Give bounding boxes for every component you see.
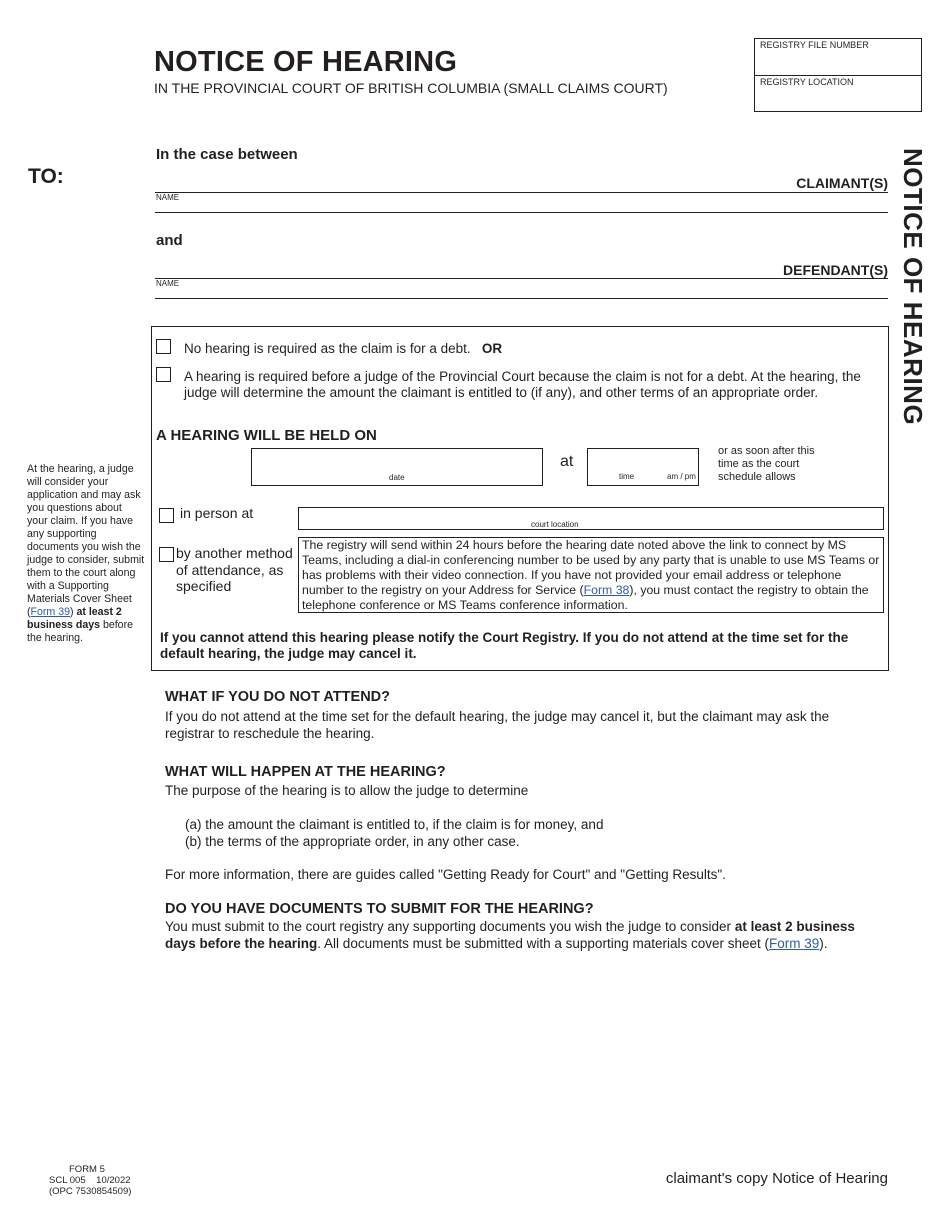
side-note-text: At the hearing, a judge will consider your application and may ask you questions about your claim. If you have any supporting documents you wish the judge to consider, submit them to the court along with a Supporting Materials Cover Sheet ( xyxy=(27,463,145,618)
no-hearing-checkbox[interactable] xyxy=(156,339,171,354)
in-person-checkbox[interactable] xyxy=(159,508,174,523)
no-hearing-option xyxy=(184,341,502,357)
documents-heading: DO YOU HAVE DOCUMENTS TO SUBMIT FOR THE HEARING? xyxy=(165,901,594,917)
item-a: (a) the amount the claimant is entitled to, if the claim is for money, and xyxy=(185,817,604,832)
to-label: TO: xyxy=(28,165,64,188)
another-method-checkbox[interactable] xyxy=(159,547,174,562)
defendant-label: DEFENDANT(S) xyxy=(783,262,888,278)
hearing-required-text: A hearing is required before a judge of the Provincial Court because the claim is not for a debt. At the hearing, the judge will determine the amount the claimant is entitled to (if any), and other terms of an appropriate order. xyxy=(184,369,861,400)
or-label: OR xyxy=(481,341,503,356)
hearing-required-checkbox[interactable] xyxy=(156,367,171,382)
defendant-name-field[interactable] xyxy=(155,280,888,298)
more-info: For more information, there are guides called "Getting Ready for Court" and "Getting Results". xyxy=(165,867,726,882)
form39-link[interactable]: Form 39 xyxy=(30,606,70,618)
item-b: (b) the terms of the appropriate order, in any other case. xyxy=(185,834,520,849)
case-between-label: In the case between xyxy=(156,146,298,163)
registry-file-number-field[interactable] xyxy=(755,39,921,76)
in-person-label: in person at xyxy=(180,505,254,521)
registry-box xyxy=(754,38,922,112)
registry-file-number-label: REGISTRY FILE NUMBER xyxy=(760,40,869,50)
time-label: time xyxy=(619,472,635,481)
and-label: and xyxy=(156,232,183,249)
ampm-label: am / pm xyxy=(667,472,696,481)
cannot-attend-notice: If you cannot attend this hearing please notify the Court Registry. If you do not attend at the time set for the default hearing, the judge may cancel it. xyxy=(160,630,849,661)
registry-instructions xyxy=(298,537,884,613)
happen-heading: WHAT WILL HAPPEN AT THE HEARING? xyxy=(165,764,446,780)
no-hearing-text: No hearing is required as the claim is for a debt. xyxy=(184,341,471,356)
defendant-name-line xyxy=(155,298,888,299)
side-note-bold: at least 2 business days xyxy=(27,606,122,631)
claimant-name-label: NAME xyxy=(156,193,180,202)
registry-location-field[interactable] xyxy=(755,76,921,111)
at-label: at xyxy=(560,453,574,470)
side-note xyxy=(27,463,145,645)
defendant-name-label: NAME xyxy=(156,279,180,288)
form-footer xyxy=(49,1164,131,1197)
documents-bold: at least 2 business days before the hearing xyxy=(165,919,855,951)
claimant-name-field[interactable] xyxy=(155,194,888,212)
claimant-label: CLAIMANT(S) xyxy=(796,175,888,191)
form39-link-2[interactable]: Form 39 xyxy=(769,936,820,951)
as-soon-text: or as soon after this time as the court schedule allows xyxy=(718,445,815,483)
claimant-name-line xyxy=(155,212,888,213)
form-opc: (OPC 7530854509) xyxy=(49,1186,132,1197)
not-attend-text: If you do not attend at the time set for the default hearing, the judge may cancel it, but the claimant may ask the registrar to reschedule the hearing. xyxy=(165,709,830,741)
registry-text: The registry will send within 24 hours before the hearing date noted above the link to connect by MS Teams, including a dial-in conferencing number to be used by any party that is unable to use MS Teams or has problems with their video connection. If you have not provided your email address or telephone number to the registry on your Address for Service ( xyxy=(302,538,880,597)
side-note-text-3: before the hearing. xyxy=(27,619,133,644)
registry-text-2: ), you must contact the registry to obtain the telephone conference or MS Teams conference information. xyxy=(302,583,869,612)
form38-link[interactable]: Form 38 xyxy=(583,583,630,597)
page-subtitle: IN THE PROVINCIAL COURT OF BRITISH COLUMBIA (SMALL CLAIMS COURT) xyxy=(154,80,668,96)
documents-text xyxy=(165,918,885,952)
registry-location-label: REGISTRY LOCATION xyxy=(760,77,854,87)
claimant-line xyxy=(155,192,888,193)
side-title: NOTICE OF HEARING xyxy=(898,148,928,426)
hearing-held-heading: A HEARING WILL BE HELD ON xyxy=(156,427,377,444)
time-field[interactable] xyxy=(587,448,699,486)
documents-text-2: . All documents must be submitted with a supporting materials cover sheet ( xyxy=(317,936,770,951)
page-title: NOTICE OF HEARING xyxy=(154,46,458,78)
date-label: date xyxy=(389,473,405,482)
court-location-field[interactable] xyxy=(298,507,884,530)
date-field[interactable] xyxy=(251,448,543,486)
copy-label: claimant's copy Notice of Hearing xyxy=(665,1170,888,1187)
form-number: FORM 5 xyxy=(69,1164,105,1175)
another-method-label: by another method of attendance, as specified xyxy=(176,545,293,594)
documents-text-3: ). xyxy=(819,936,828,951)
happen-text: The purpose of the hearing is to allow the judge to determine xyxy=(165,783,529,798)
court-location-label: court location xyxy=(531,520,579,529)
defendant-line xyxy=(155,278,888,279)
side-note-text-2: ) xyxy=(69,606,77,618)
form-code: SCL 005 10/2022 xyxy=(49,1175,131,1186)
not-attend-heading: WHAT IF YOU DO NOT ATTEND? xyxy=(165,689,390,705)
documents-text-1: You must submit to the court registry any supporting documents you wish the judge to consider xyxy=(165,919,735,934)
